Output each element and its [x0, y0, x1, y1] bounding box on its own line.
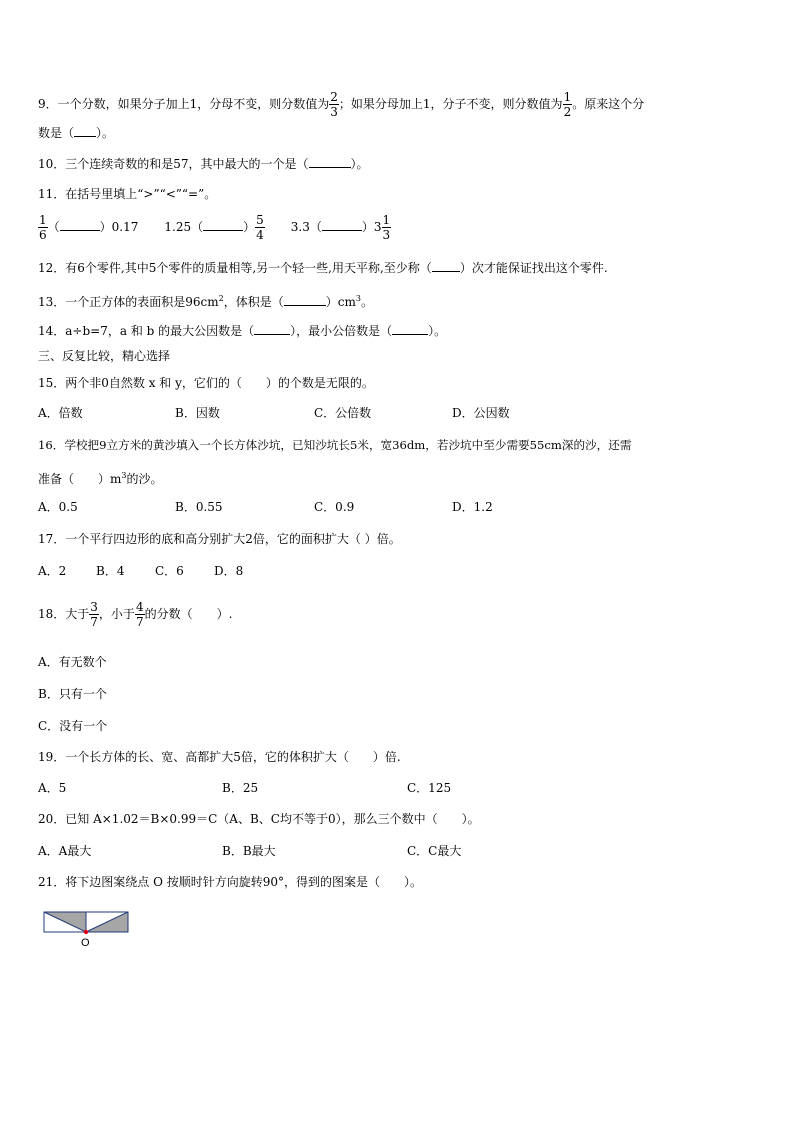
fraction-3-7: $\frac{3}{7}$: [90, 600, 98, 629]
answer-blank[interactable]: [60, 220, 100, 231]
question-12: 12．有6个零件,其中5个零件的质量相等,另一个轻一些,用天平称,至少称（ ）次才能保证找出这个零件.: [38, 261, 608, 275]
option-d[interactable]: D．1.2: [452, 500, 493, 514]
fraction-1-3: $\frac{1}{3}$: [382, 213, 391, 242]
q9-text-a: 9．一个分数，如果分子加上1，分母不变，则分数值为: [38, 97, 330, 111]
question-17: 17．一个平行四边形的底和高分别扩大2倍，它的面积扩大（ ）倍。: [38, 532, 401, 546]
option-a[interactable]: A．倍数: [38, 406, 83, 420]
fraction-5-4: $\frac{5}{4}$: [256, 213, 264, 242]
option-c[interactable]: C．公倍数: [314, 406, 372, 420]
question-14: 14．a÷b=7，a 和 b 的最大公因数是（ ），最小公倍数是（ ）。: [38, 324, 447, 338]
question-18: 18．大于 $\frac{3}{7}$ ，小于 $\frac{4}{7}$ 的分数（ ）.: [38, 600, 233, 629]
question-16-line1: 16．学校把9立方米的黄沙填入一个长方体沙坑，已知沙坑长5米，宽36dm，若沙坑中至少需要55cm深的沙，还需: [38, 438, 632, 452]
option-a[interactable]: A．A最大: [38, 844, 92, 858]
question-15: 15．两个非0自然数 x 和 y，它们的（ ）的个数是无限的。: [38, 376, 374, 390]
option-c[interactable]: C．6: [155, 564, 184, 578]
option-c[interactable]: C．没有一个: [38, 719, 108, 733]
rotation-figure: [40, 908, 132, 950]
option-a[interactable]: A．0.5: [38, 500, 78, 514]
option-b[interactable]: B．因数: [175, 406, 220, 420]
center-point-o: [84, 930, 88, 934]
option-c[interactable]: C．125: [407, 781, 452, 795]
question-11-title: 11．在括号里填上“>”“<”“=”。: [38, 187, 217, 201]
section-heading: 三、反复比较，精心选择: [38, 349, 171, 363]
answer-blank[interactable]: [392, 324, 428, 335]
fraction-4-7: $\frac{4}{7}$: [135, 600, 144, 629]
question-9-line1: [38, 90, 644, 119]
option-d[interactable]: D．8: [214, 564, 244, 578]
option-a[interactable]: A．2: [38, 564, 67, 578]
option-b[interactable]: B．B最大: [222, 844, 276, 858]
option-a[interactable]: A．有无数个: [38, 655, 107, 669]
fraction-2-3: $\frac{2}{3}$: [330, 90, 338, 119]
question-21: 21．将下边图案绕点 O 按顺时针方向旋转90°，得到的图案是（ ）。: [38, 875, 423, 889]
fraction-1-2: $\frac{1}{2}$: [563, 90, 572, 119]
fraction-1-6: $\frac{1}{6}$: [39, 213, 47, 242]
q9-text-c: 。原来这个分: [572, 97, 645, 111]
answer-blank[interactable]: [284, 295, 326, 306]
question-16-line2: 准备（ ）$m^3$的沙。: [38, 471, 163, 486]
question-19: 19．一个长方体的长、宽、高都扩大5倍，它的体积扩大（ ）倍.: [38, 750, 401, 764]
answer-blank[interactable]: [432, 261, 460, 272]
question-13: 13．一个正方体的表面积是$96cm^2$，体积是（ ）$cm^3$。: [38, 294, 373, 309]
answer-blank[interactable]: [254, 324, 290, 335]
answer-blank[interactable]: [309, 157, 351, 168]
point-label-o: O: [81, 937, 90, 949]
option-a[interactable]: A．5: [38, 781, 67, 795]
question-10: 10．三个连续奇数的和是57，其中最大的一个是（ ）。: [38, 157, 369, 171]
option-d[interactable]: D．公因数: [452, 406, 510, 420]
option-c[interactable]: C．C最大: [407, 844, 462, 858]
question-20: 20．已知 A×1.02＝B×0.99＝C（A、B、C均不等于0），那么三个数中（ ）。: [38, 812, 480, 826]
question-11-items: $\frac{1}{6}$ （ ）0.17 1.25（ ） $\frac{5}{4}$ 3.3（ ）3 $\frac{1}{3}$: [39, 213, 391, 242]
option-b[interactable]: B．0.55: [175, 500, 223, 514]
question-9-line2: 数是（ ）。: [38, 126, 115, 140]
option-b[interactable]: B．25: [222, 781, 259, 795]
answer-blank[interactable]: [203, 220, 243, 231]
option-b[interactable]: B．4: [96, 564, 125, 578]
q9-text-b: ；如果分母加上1，分子不变，则分数值为: [338, 97, 563, 111]
option-b[interactable]: B．只有一个: [38, 687, 107, 701]
answer-blank[interactable]: [74, 126, 96, 137]
option-c[interactable]: C．0.9: [314, 500, 355, 514]
answer-blank[interactable]: [322, 220, 362, 231]
